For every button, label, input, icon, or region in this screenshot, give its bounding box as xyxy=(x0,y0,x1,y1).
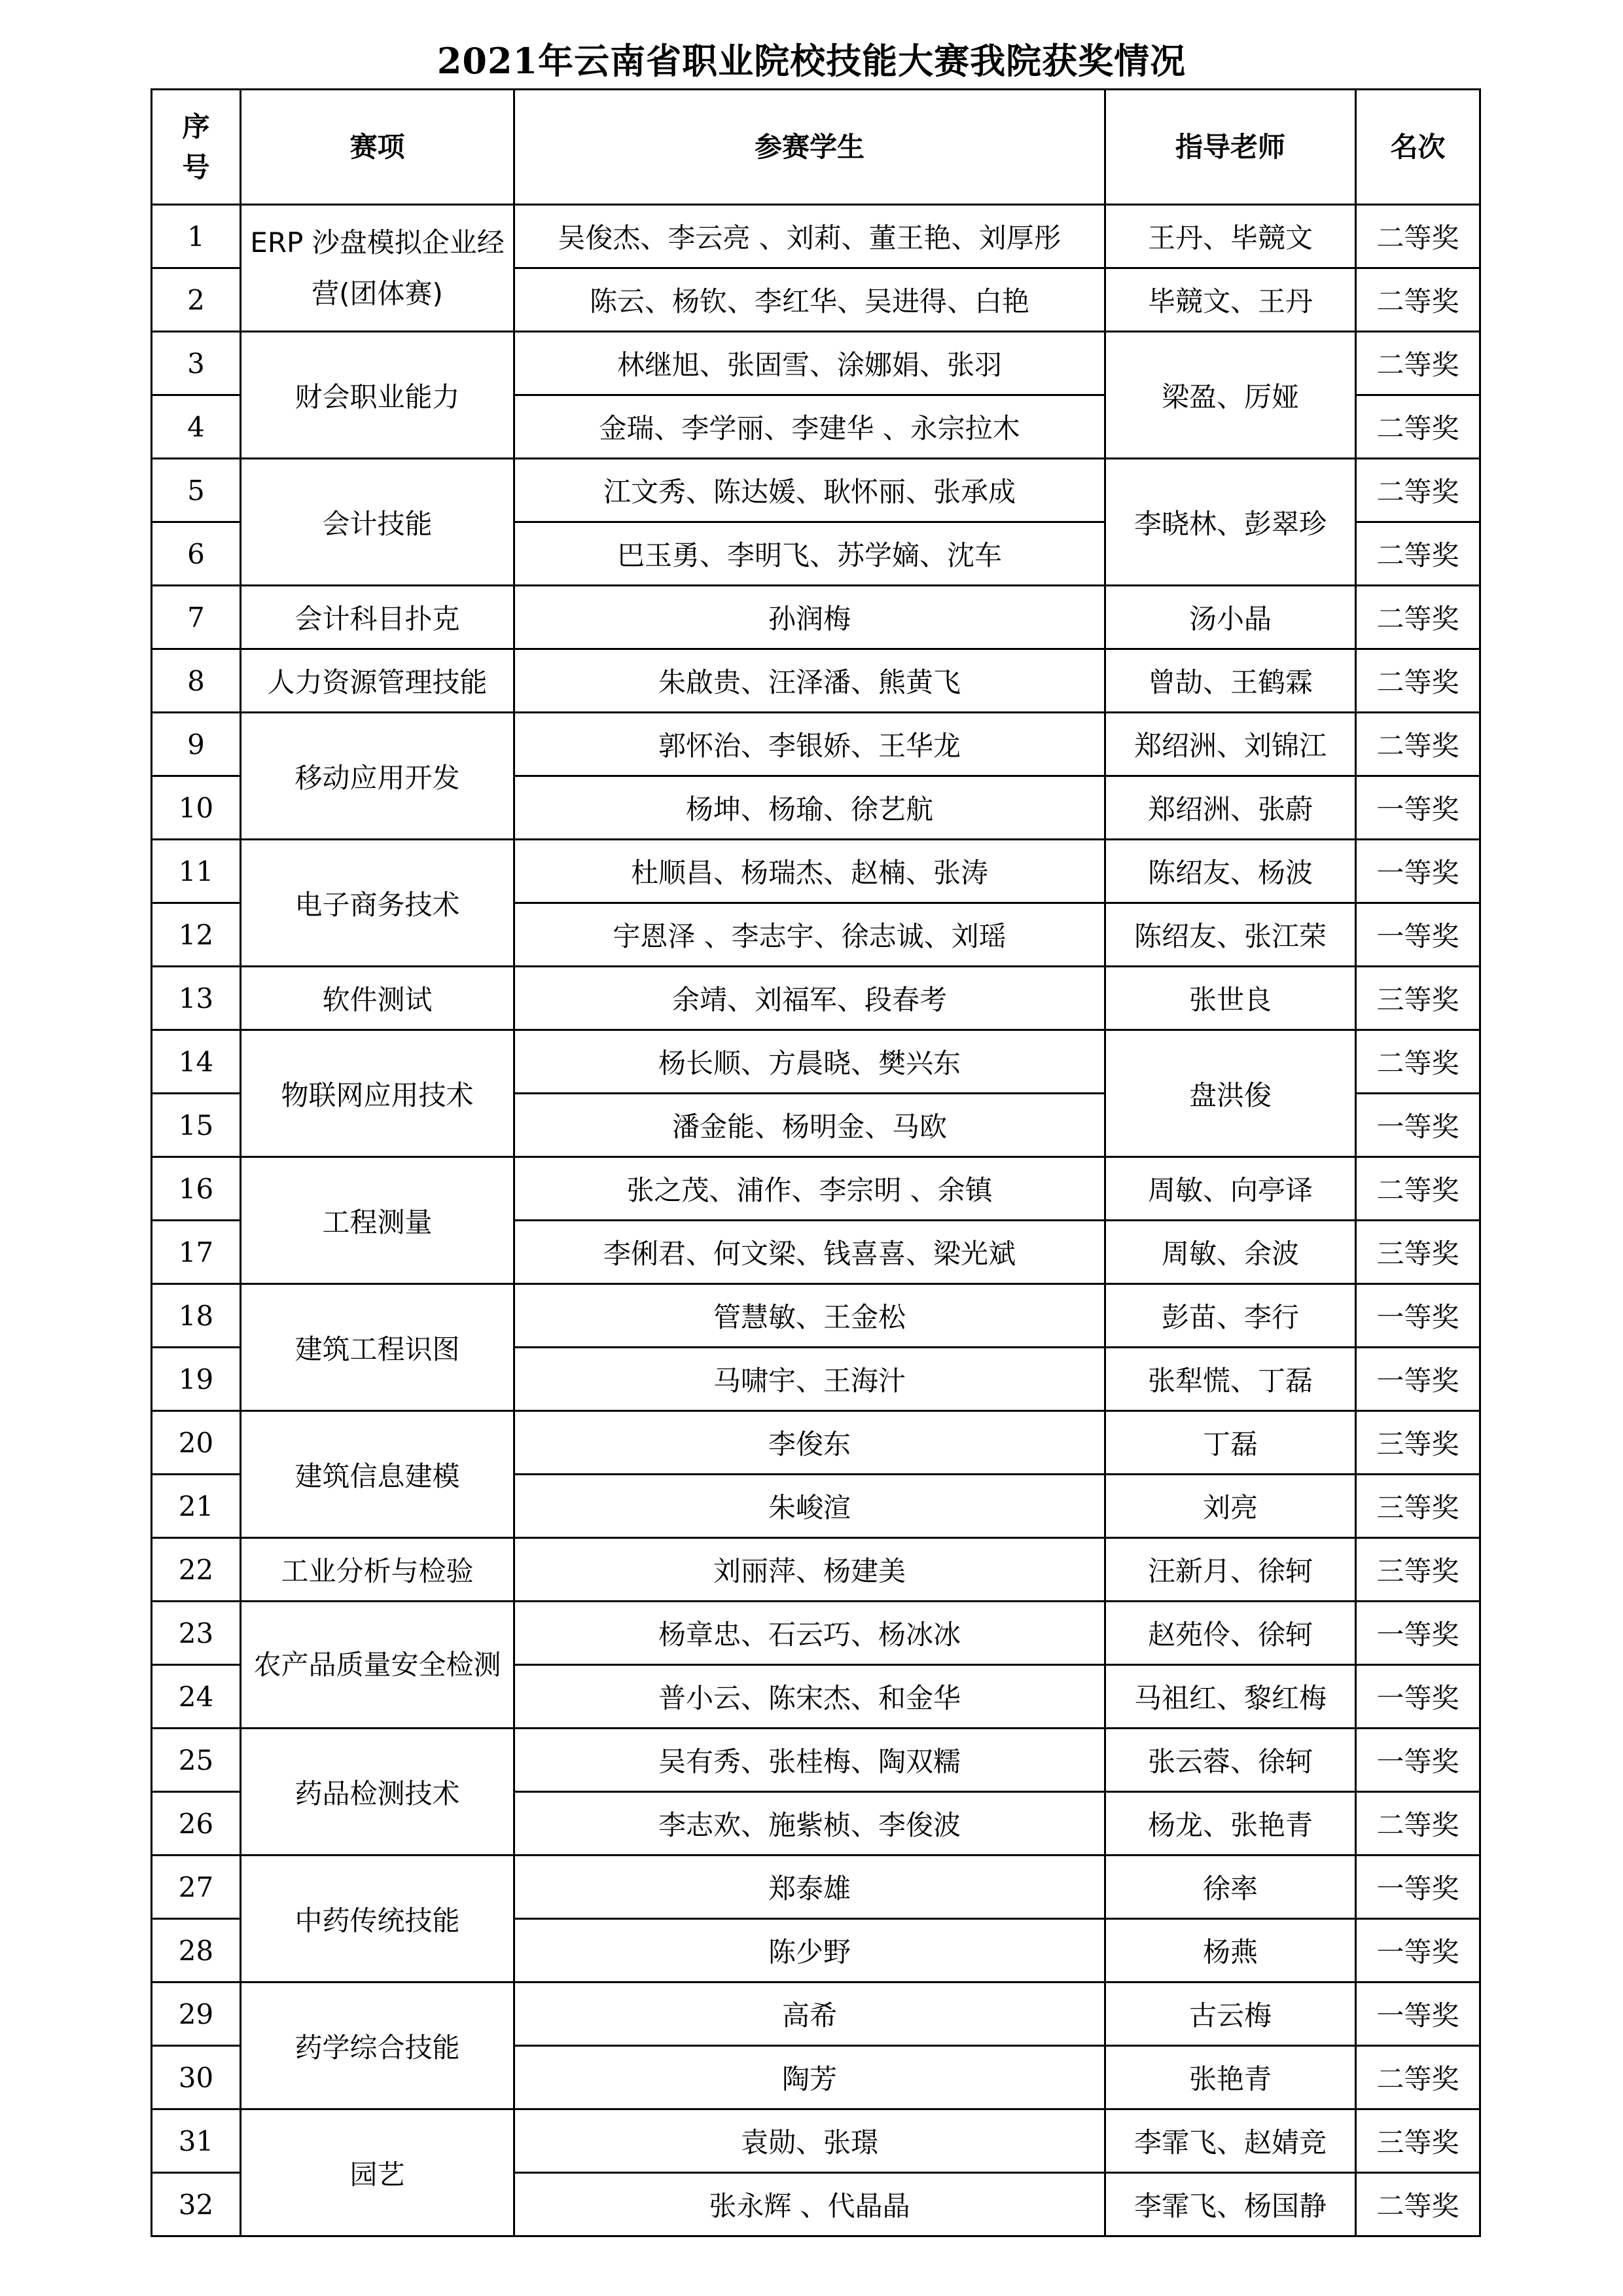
table-row xyxy=(152,1030,1480,1094)
table-row xyxy=(152,1602,1480,1665)
row-number: 28 xyxy=(152,1919,241,1982)
teachers-cell: 周敏、余波 xyxy=(1105,1221,1356,1284)
rank-cell: 二等奖 xyxy=(1356,1030,1480,1094)
students-cell: 高希 xyxy=(514,1982,1105,2046)
row-number: 30 xyxy=(152,2046,241,2109)
table-row xyxy=(152,586,1480,649)
row-number: 11 xyxy=(152,840,241,903)
event-cell: 会计科目扑克 xyxy=(241,586,514,649)
table-row xyxy=(152,649,1480,713)
event-cell: 园艺 xyxy=(241,2109,514,2236)
rank-cell: 三等奖 xyxy=(1356,967,1480,1030)
students-cell: 林继旭、张固雪、涂娜娟、张羽 xyxy=(514,332,1105,395)
rank-cell: 二等奖 xyxy=(1356,649,1480,713)
rank-cell: 一等奖 xyxy=(1356,1284,1480,1348)
students-cell: 朱啟贵、汪泽潘、熊黄飞 xyxy=(514,649,1105,713)
rank-cell: 一等奖 xyxy=(1356,776,1480,840)
table-row xyxy=(152,332,1480,395)
rank-cell: 一等奖 xyxy=(1356,1729,1480,1792)
rank-cell: 一等奖 xyxy=(1356,1856,1480,1919)
teachers-cell: 汪新月、徐轲 xyxy=(1105,1538,1356,1602)
rank-cell: 三等奖 xyxy=(1356,1221,1480,1284)
table-row xyxy=(152,1284,1480,1348)
row-number: 29 xyxy=(152,1982,241,2046)
event-cell: ERP 沙盘模拟企业经营(团体赛) xyxy=(241,205,514,332)
rank-cell: 一等奖 xyxy=(1356,1348,1480,1411)
table-row xyxy=(152,713,1480,776)
table-row xyxy=(152,205,1480,268)
event-cell: 物联网应用技术 xyxy=(241,1030,514,1157)
row-number: 24 xyxy=(152,1665,241,1729)
row-number: 13 xyxy=(152,967,241,1030)
teachers-cell: 张云蓉、徐轲 xyxy=(1105,1729,1356,1792)
row-number: 5 xyxy=(152,459,241,522)
rank-cell: 二等奖 xyxy=(1356,268,1480,332)
students-cell: 普小云、陈宋杰、和金华 xyxy=(514,1665,1105,1729)
teachers-cell: 徐率 xyxy=(1105,1856,1356,1919)
students-cell: 郭怀治、李银娇、王华龙 xyxy=(514,713,1105,776)
table-row xyxy=(152,2109,1480,2173)
table-row xyxy=(152,1157,1480,1221)
students-cell: 李俊东 xyxy=(514,1411,1105,1475)
teachers-cell: 汤小晶 xyxy=(1105,586,1356,649)
students-cell: 张永辉 、代晶晶 xyxy=(514,2173,1105,2236)
table-header-row xyxy=(152,90,1480,205)
table-row xyxy=(152,1729,1480,1792)
students-cell: 李志欢、施紫桢、李俊波 xyxy=(514,1792,1105,1856)
teachers-cell: 郑绍洲、刘锦江 xyxy=(1105,713,1356,776)
teachers-cell: 盘洪俊 xyxy=(1105,1030,1356,1157)
table-row xyxy=(152,459,1480,522)
teachers-cell: 李晓林、彭翠珍 xyxy=(1105,459,1356,586)
row-number: 27 xyxy=(152,1856,241,1919)
row-number: 2 xyxy=(152,268,241,332)
event-cell: 软件测试 xyxy=(241,967,514,1030)
row-number: 6 xyxy=(152,522,241,586)
teachers-cell: 李霏飞、杨国静 xyxy=(1105,2173,1356,2236)
students-cell: 李俐君、何文梁、钱喜喜、梁光斌 xyxy=(514,1221,1105,1284)
row-number: 22 xyxy=(152,1538,241,1602)
rank-cell: 二等奖 xyxy=(1356,2046,1480,2109)
row-number: 15 xyxy=(152,1094,241,1157)
row-number: 10 xyxy=(152,776,241,840)
header-rank: 名次 xyxy=(1356,90,1480,205)
event-cell: 工程测量 xyxy=(241,1157,514,1284)
table-row xyxy=(152,967,1480,1030)
header-index: 序号 xyxy=(152,90,241,205)
students-cell: 吴有秀、张桂梅、陶双糯 xyxy=(514,1729,1105,1792)
table-row xyxy=(152,1982,1480,2046)
students-cell: 杨长顺、方晨晓、樊兴东 xyxy=(514,1030,1105,1094)
rank-cell: 一等奖 xyxy=(1356,1665,1480,1729)
header-teachers: 指导老师 xyxy=(1105,90,1356,205)
students-cell: 陶芳 xyxy=(514,2046,1105,2109)
students-cell: 陈云、杨钦、李红华、吴进得、白艳 xyxy=(514,268,1105,332)
row-number: 9 xyxy=(152,713,241,776)
rank-cell: 二等奖 xyxy=(1356,332,1480,395)
rank-cell: 二等奖 xyxy=(1356,586,1480,649)
students-cell: 杨章忠、石云巧、杨冰冰 xyxy=(514,1602,1105,1665)
row-number: 17 xyxy=(152,1221,241,1284)
teachers-cell: 郑绍洲、张蔚 xyxy=(1105,776,1356,840)
event-cell: 农产品质量安全检测 xyxy=(241,1602,514,1729)
rank-cell: 二等奖 xyxy=(1356,459,1480,522)
row-number: 12 xyxy=(152,903,241,967)
teachers-cell: 张艳青 xyxy=(1105,2046,1356,2109)
teachers-cell: 梁盈、厉娅 xyxy=(1105,332,1356,459)
teachers-cell: 马祖红、黎红梅 xyxy=(1105,1665,1356,1729)
header-students: 参赛学生 xyxy=(514,90,1105,205)
teachers-cell: 曾劼、王鹤霖 xyxy=(1105,649,1356,713)
event-cell: 移动应用开发 xyxy=(241,713,514,840)
rank-cell: 二等奖 xyxy=(1356,2173,1480,2236)
students-cell: 金瑞、李学丽、李建华 、永宗拉木 xyxy=(514,395,1105,459)
teachers-cell: 周敏、向亭译 xyxy=(1105,1157,1356,1221)
row-number: 26 xyxy=(152,1792,241,1856)
rank-cell: 一等奖 xyxy=(1356,1982,1480,2046)
event-cell: 药学综合技能 xyxy=(241,1982,514,2109)
teachers-cell: 毕競文、王丹 xyxy=(1105,268,1356,332)
students-cell: 杨坤、杨瑜、徐艺航 xyxy=(514,776,1105,840)
teachers-cell: 陈绍友、张江荣 xyxy=(1105,903,1356,967)
students-cell: 刘丽萍、杨建美 xyxy=(514,1538,1105,1602)
rank-cell: 三等奖 xyxy=(1356,1475,1480,1538)
students-cell: 杜顺昌、杨瑞杰、赵楠、张涛 xyxy=(514,840,1105,903)
row-number: 19 xyxy=(152,1348,241,1411)
teachers-cell: 杨龙、张艳青 xyxy=(1105,1792,1356,1856)
students-cell: 袁勋、张璟 xyxy=(514,2109,1105,2173)
event-cell: 建筑信息建模 xyxy=(241,1411,514,1538)
teachers-cell: 刘亮 xyxy=(1105,1475,1356,1538)
rank-cell: 二等奖 xyxy=(1356,713,1480,776)
row-number: 4 xyxy=(152,395,241,459)
table-row xyxy=(152,1411,1480,1475)
rank-cell: 三等奖 xyxy=(1356,1411,1480,1475)
event-cell: 会计技能 xyxy=(241,459,514,586)
row-number: 21 xyxy=(152,1475,241,1538)
rank-cell: 一等奖 xyxy=(1356,1094,1480,1157)
teachers-cell: 李霏飞、赵婧竞 xyxy=(1105,2109,1356,2173)
teachers-cell: 丁磊 xyxy=(1105,1411,1356,1475)
event-cell: 建筑工程识图 xyxy=(241,1284,514,1411)
event-cell: 中药传统技能 xyxy=(241,1856,514,1982)
students-cell: 朱峻渲 xyxy=(514,1475,1105,1538)
students-cell: 吴俊杰、李云亮 、刘莉、董王艳、刘厚彤 xyxy=(514,205,1105,268)
students-cell: 陈少野 xyxy=(514,1919,1105,1982)
rank-cell: 二等奖 xyxy=(1356,205,1480,268)
rank-cell: 二等奖 xyxy=(1356,1157,1480,1221)
rank-cell: 一等奖 xyxy=(1356,840,1480,903)
rank-cell: 三等奖 xyxy=(1356,1538,1480,1602)
students-cell: 余靖、刘福军、段春考 xyxy=(514,967,1105,1030)
event-cell: 人力资源管理技能 xyxy=(241,649,514,713)
students-cell: 马啸宇、王海汁 xyxy=(514,1348,1105,1411)
event-cell: 工业分析与检验 xyxy=(241,1538,514,1602)
students-cell: 潘金能、杨明金、马欧 xyxy=(514,1094,1105,1157)
awards-table xyxy=(151,88,1481,2237)
document-title: 2021年云南省职业院校技能大赛我院获奖情况 xyxy=(437,40,1186,82)
row-number: 1 xyxy=(152,205,241,268)
students-cell: 孙润梅 xyxy=(514,586,1105,649)
row-number: 3 xyxy=(152,332,241,395)
students-cell: 郑泰雄 xyxy=(514,1856,1105,1919)
rank-cell: 二等奖 xyxy=(1356,1792,1480,1856)
row-number: 32 xyxy=(152,2173,241,2236)
row-number: 31 xyxy=(152,2109,241,2173)
event-cell: 财会职业能力 xyxy=(241,332,514,459)
teachers-cell: 赵苑伶、徐轲 xyxy=(1105,1602,1356,1665)
row-number: 20 xyxy=(152,1411,241,1475)
row-number: 18 xyxy=(152,1284,241,1348)
students-cell: 巴玉勇、李明飞、苏学嫡、沈车 xyxy=(514,522,1105,586)
rank-cell: 一等奖 xyxy=(1356,903,1480,967)
students-cell: 江文秀、陈达媛、耿怀丽、张承成 xyxy=(514,459,1105,522)
rank-cell: 一等奖 xyxy=(1356,1602,1480,1665)
students-cell: 管慧敏、王金松 xyxy=(514,1284,1105,1348)
table-row xyxy=(152,1856,1480,1919)
students-cell: 宇恩泽 、李志宇、徐志诚、刘瑶 xyxy=(514,903,1105,967)
event-cell: 电子商务技术 xyxy=(241,840,514,967)
rank-cell: 二等奖 xyxy=(1356,522,1480,586)
rank-cell: 二等奖 xyxy=(1356,395,1480,459)
row-number: 16 xyxy=(152,1157,241,1221)
teachers-cell: 古云梅 xyxy=(1105,1982,1356,2046)
table-row xyxy=(152,840,1480,903)
teachers-cell: 张犁慌、丁磊 xyxy=(1105,1348,1356,1411)
rank-cell: 三等奖 xyxy=(1356,2109,1480,2173)
teachers-cell: 陈绍友、杨波 xyxy=(1105,840,1356,903)
teachers-cell: 张世良 xyxy=(1105,967,1356,1030)
students-cell: 张之茂、浦作、李宗明 、余镇 xyxy=(514,1157,1105,1221)
header-event: 赛项 xyxy=(241,90,514,205)
teachers-cell: 彭苗、李行 xyxy=(1105,1284,1356,1348)
table-row xyxy=(152,1538,1480,1602)
teachers-cell: 杨燕 xyxy=(1105,1919,1356,1982)
row-number: 23 xyxy=(152,1602,241,1665)
rank-cell: 一等奖 xyxy=(1356,1919,1480,1982)
row-number: 7 xyxy=(152,586,241,649)
teachers-cell: 王丹、毕競文 xyxy=(1105,205,1356,268)
event-cell: 药品检测技术 xyxy=(241,1729,514,1856)
row-number: 25 xyxy=(152,1729,241,1792)
row-number: 8 xyxy=(152,649,241,713)
row-number: 14 xyxy=(152,1030,241,1094)
